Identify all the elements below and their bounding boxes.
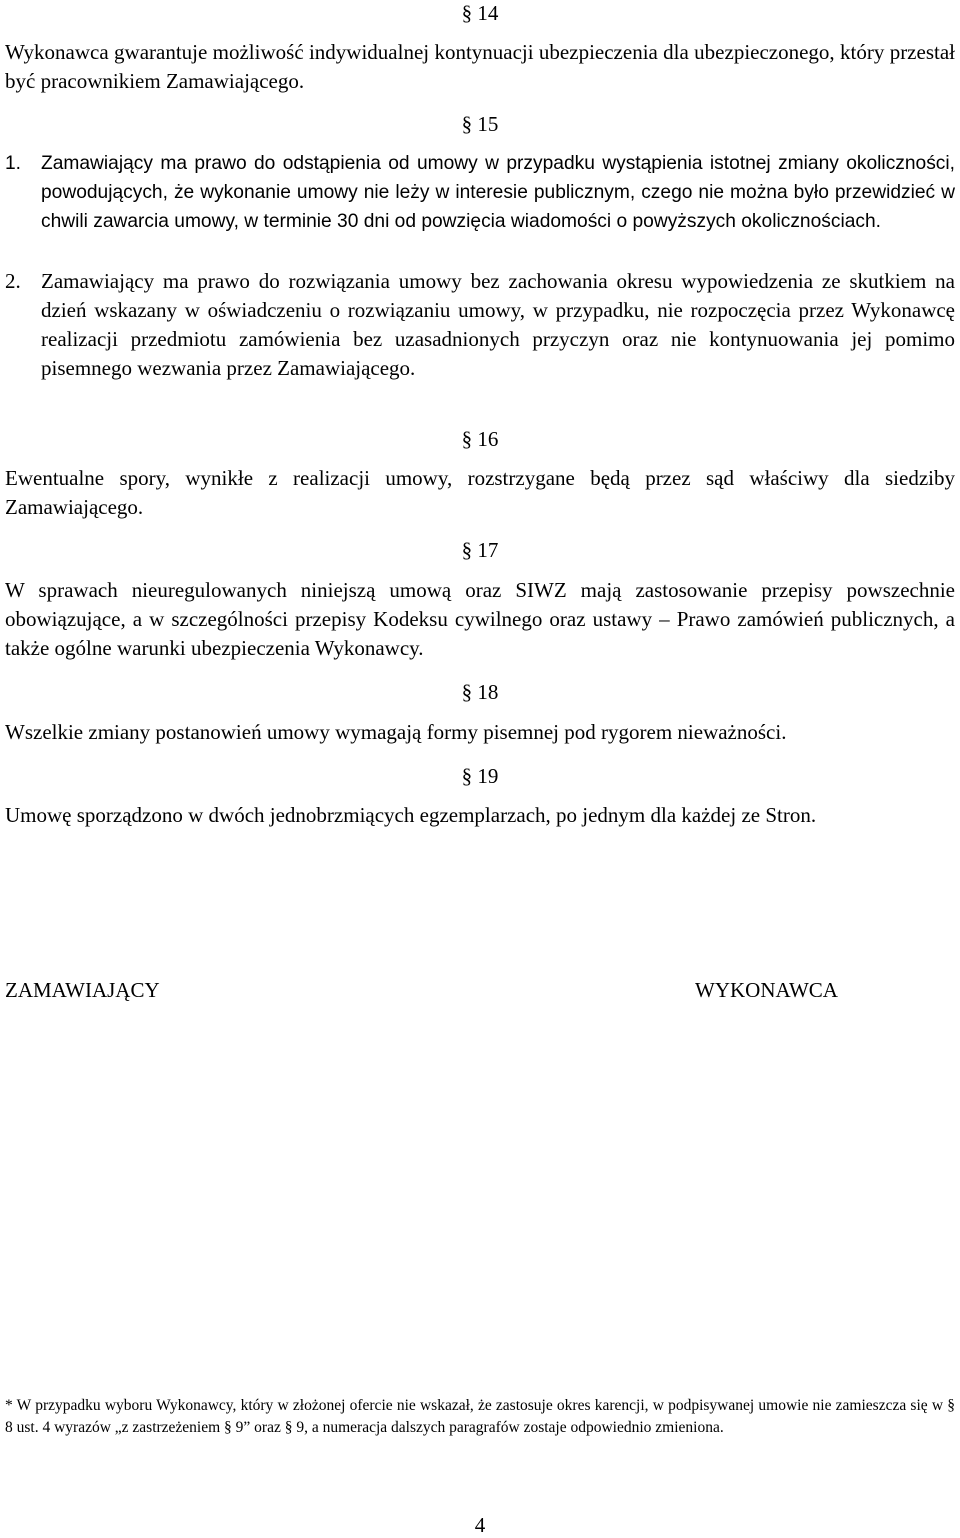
section-heading-16: § 16 xyxy=(461,427,499,451)
signature-label-left: ZAMAWIAJĄCY xyxy=(5,978,160,1002)
list-item-number: 2. xyxy=(5,269,21,293)
paragraph-19: Umowę sporządzono w dwóch jednobrzmiących egzemplarzach, po jednym dla każdej ze Stron. xyxy=(5,803,817,827)
list-item-number: 1. xyxy=(5,153,22,174)
list-item-15-1 xyxy=(5,149,955,236)
paragraph-18: Wszelkie zmiany postanowień umowy wymagają formy pisemnej pod rygorem nieważności. xyxy=(5,720,787,744)
paragraph-14: Wykonawca gwarantuje możliwość indywidualnej kontynuacji ubezpieczenia dla ubezpieczonego, który przestał być pracownikiem Zamawiającego. xyxy=(5,40,955,93)
section-heading-17: § 17 xyxy=(461,538,499,562)
section-heading-15: § 15 xyxy=(461,112,499,136)
footnote: * W przypadku wyboru Wykonawcy, który w złożonej ofercie nie wskazał, że zastosuje okres karencji, w podpisywanej umowie nie zamieszcza się w § 8 ust. 4 wyrazów „z zastrzeżeniem § 9” oraz § 9, a numeracja dalszych paragrafów zostaje odpowiednio zmieniona. xyxy=(5,1397,955,1436)
section-heading-18: § 18 xyxy=(461,680,499,704)
section-heading-14: § 14 xyxy=(461,1,499,25)
signature-label-right: WYKONAWCA xyxy=(695,978,838,1002)
paragraph-17: W sprawach nieuregulowanych niniejszą umową oraz SIWZ mają zastosowanie przepisy powszechnie obowiązujące, a w szczególności przepisy Kodeksu cywilnego oraz ustawy – Prawo zamówień publicznych, a także ogólne warunki ubezpieczenia Wykonawcy. xyxy=(5,578,955,660)
section-heading-19: § 19 xyxy=(461,764,499,788)
page-number: 4 xyxy=(474,1513,486,1537)
list-item-15-2 xyxy=(5,267,955,383)
list-item-text: Zamawiający ma prawo do odstąpienia od umowy w przypadku wystąpienia istotnej zmiany okoliczności, powodujących, że wykonanie umowy nie leży w interesie publicznym, czego nie można było przewidzieć w chwili zawarcia umowy, w terminie 30 dni od powzięcia wiadomości o powyższych okolicznościach. xyxy=(41,153,955,232)
paragraph-16: Ewentualne spory, wynikłe z realizacji umowy, rozstrzygane będą przez sąd właściwy dla siedziby Zamawiającego. xyxy=(5,466,955,519)
list-item-text: Zamawiający ma prawo do rozwiązania umowy bez zachowania okresu wypowiedzenia ze skutkiem na dzień wskazany w oświadczeniu o rozwiązaniu umowy, w przypadku, nie rozpoczęcia przez Wykonawcę realizacji przedmiotu zamówienia bez uzasadnionych przyczyn oraz nie kontynuowania jej pomimo pisemnego wezwania przez Zamawiającego. xyxy=(41,269,955,380)
